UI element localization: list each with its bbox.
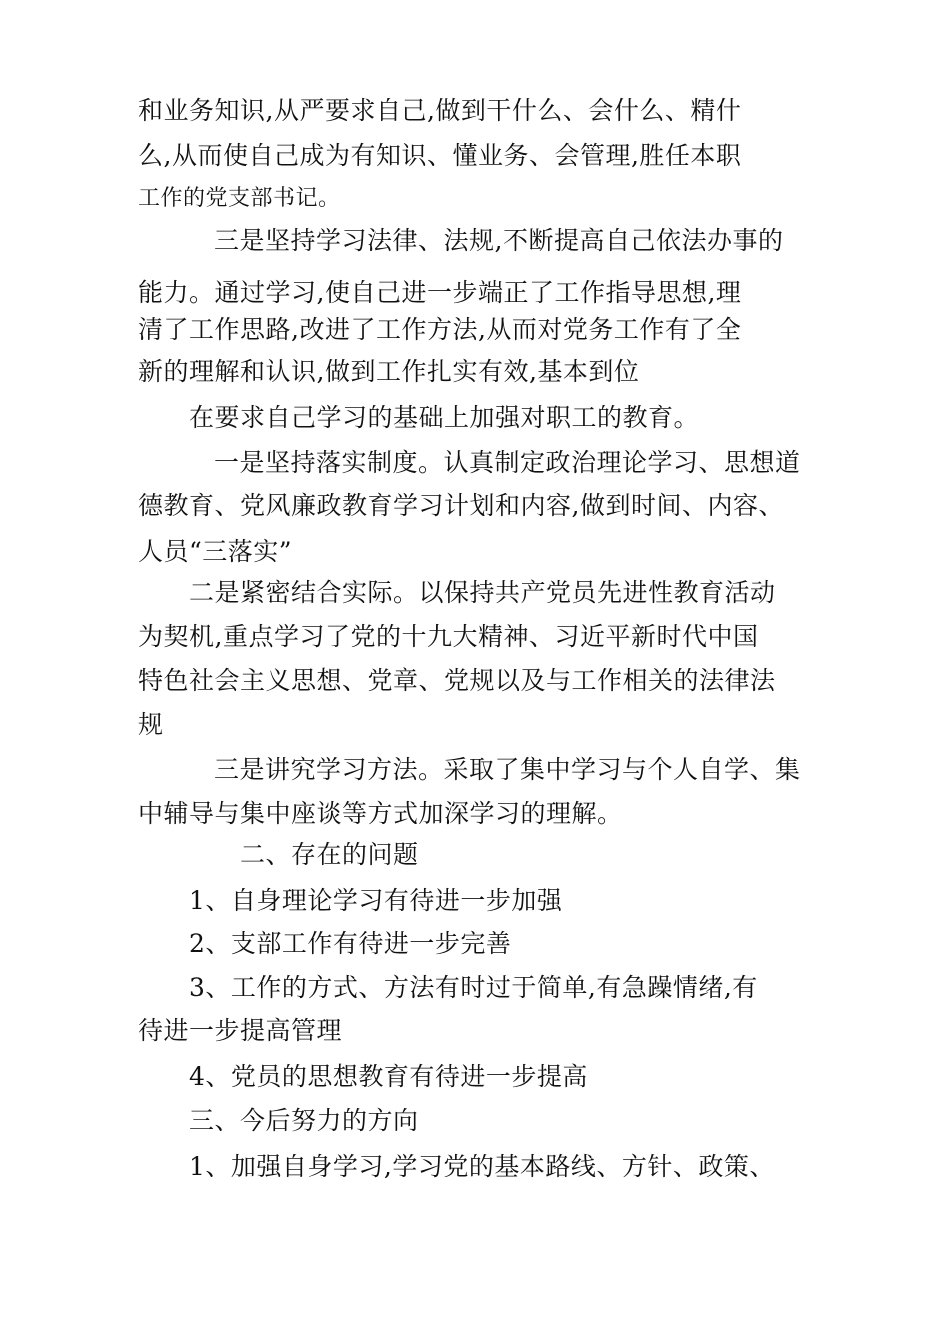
section-heading: 三、今后努力的方向 <box>189 1106 419 1135</box>
paragraph-line: 人员“三落实” <box>138 537 293 566</box>
paragraph-line: 工作的党支部书记。 <box>138 186 341 211</box>
paragraph-line: 新的理解和认识,做到工作扎实有效,基本到位 <box>138 357 640 386</box>
paragraph-line: 为契机,重点学习了党的十九大精神、习近平新时代中国 <box>138 622 759 651</box>
paragraph-line: 特色社会主义思想、党章、党规以及与工作相关的法律法 <box>138 666 776 695</box>
paragraph-line: 德教育、党风廉政教育学习计划和内容,做到时间、内容、 <box>138 491 784 520</box>
list-item: 1、自身理论学习有待进一步加强 <box>189 886 563 915</box>
list-item: 4、党员的思想教育有待进一步提高 <box>189 1062 588 1091</box>
paragraph-line: 在要求自己学习的基础上加强对职工的教育。 <box>189 403 700 432</box>
section-heading: 二、存在的问题 <box>240 840 419 869</box>
paragraph-line: 中辅导与集中座谈等方式加深学习的理解。 <box>138 799 623 828</box>
list-item: 3、工作的方式、方法有时过于简单,有急躁情绪,有 <box>189 973 758 1002</box>
list-item: 2、支部工作有待进一步完善 <box>189 929 512 958</box>
list-item: 待进一步提高管理 <box>138 1016 343 1045</box>
paragraph-line: 二是紧密结合实际。以保持共产党员先进性教育活动 <box>189 578 776 607</box>
paragraph-line: 三是讲究学习方法。采取了集中学习与个人自学、集 <box>214 755 801 784</box>
paragraph-line: 清了工作思路,改进了工作方法,从而对党务工作有了全 <box>138 315 742 344</box>
list-item: 1、加强自身学习,学习党的基本路线、方针、政策、 <box>189 1152 775 1181</box>
paragraph-line: 和业务知识,从严要求自己,做到干什么、会什么、精什 <box>138 96 742 125</box>
paragraph-line: 一是坚持落实制度。认真制定政治理论学习、思想道 <box>214 448 801 477</box>
paragraph-line: 么,从而使自己成为有知识、懂业务、会管理,胜任本职 <box>138 141 742 170</box>
paragraph-line: 能力。通过学习,使自己进一步端正了工作指导思想,理 <box>138 278 742 307</box>
paragraph-line: 规 <box>138 710 164 739</box>
paragraph-line: 三是坚持学习法律、法规,不断提高自己依法办事的 <box>214 226 784 255</box>
